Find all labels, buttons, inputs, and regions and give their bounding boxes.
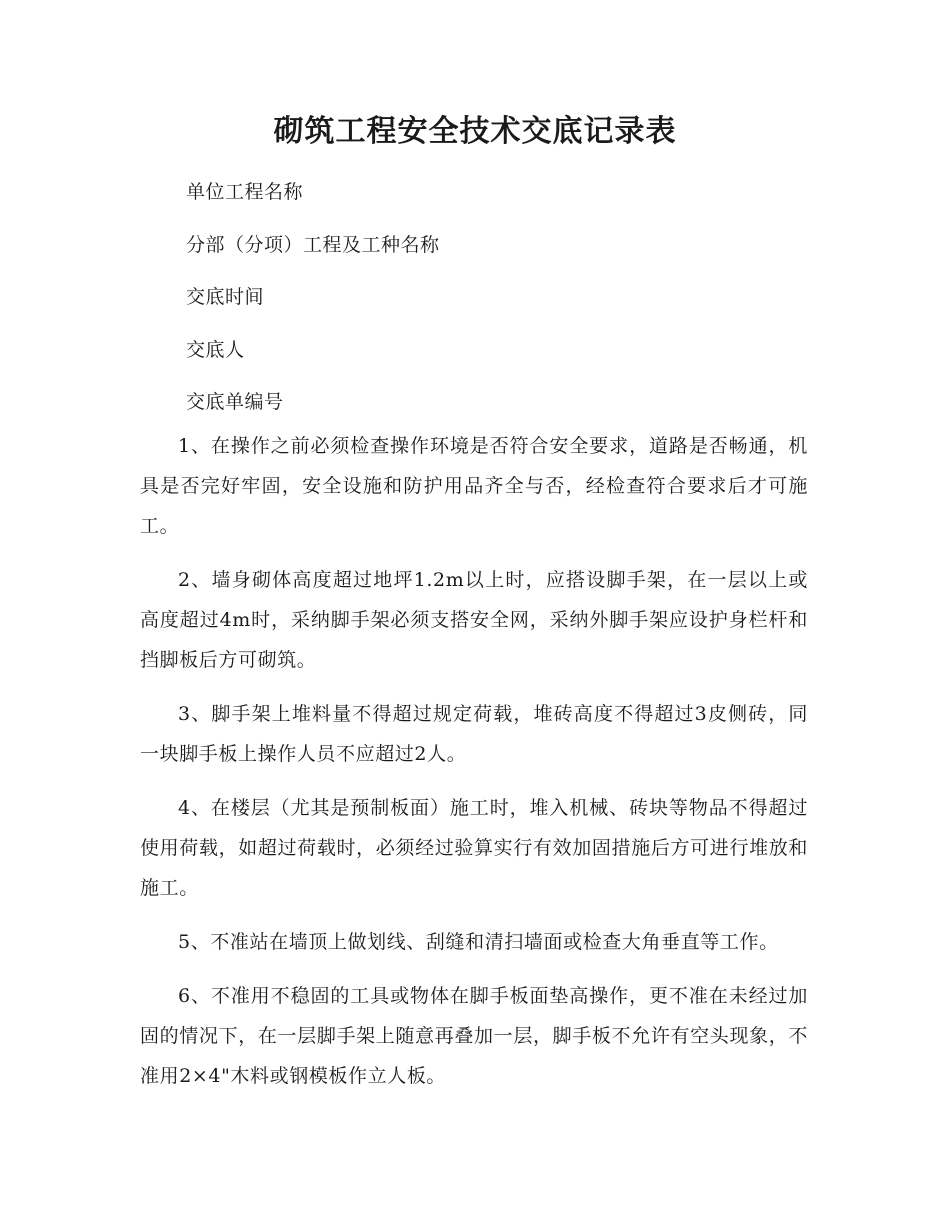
paragraph-5: 5、不准站在墙顶上做划线、刮缝和清扫墙面或检查大角垂直等工作。 [178, 931, 779, 953]
paragraph-4: 4、在楼层（尤其是预制板面）施工时，堆入机械、砖块等物品不得超过使用荷载，如超过荷载时，必须经过验算实行有效加固措施后方可进行堆放和施工。 [140, 797, 808, 899]
field-briefing-number: 交底单编号 [186, 391, 284, 413]
field-briefer: 交底人 [186, 338, 245, 361]
form-fields [186, 166, 806, 429]
paragraph-6: 6、不准用不稳固的工具或物体在脚手板面垫高操作，更不准在未经过加固的情况下，在一层脚手架上随意再叠加一层，脚手板不允许有空头现象，不准用2×4"木料或钢模板作立人板。 [140, 985, 808, 1087]
field-unit-project-name: 单位工程名称 [186, 181, 304, 203]
document-title: 砌筑工程安全技术交底记录表 [273, 114, 677, 149]
paragraph-1: 1、在操作之前必须检查操作环境是否符合安全要求，道路是否畅通，机具是否完好牢固，安全设施和防护用品齐全与否，经检查符合要求后才可施工。 [140, 435, 808, 537]
paragraph-3: 3、脚手架上堆料量不得超过规定荷载，堆砖高度不得超过3皮侧砖，同一块脚手板上操作人员不应超过2人。 [140, 703, 808, 765]
field-briefing-time: 交底时间 [186, 286, 265, 308]
paragraph-2: 2、墙身砌体高度超过地坪1.2m以上时，应搭设脚手架，在一层以上或高度超过4m时，采纳脚手架必须支搭安全网，采纳外脚手架应设护身栏杆和挡脚板后方可砌筑。 [140, 569, 808, 671]
document-body [140, 426, 808, 1110]
field-subproject-trade-name: 分部（分项）工程及工种名称 [186, 233, 440, 256]
